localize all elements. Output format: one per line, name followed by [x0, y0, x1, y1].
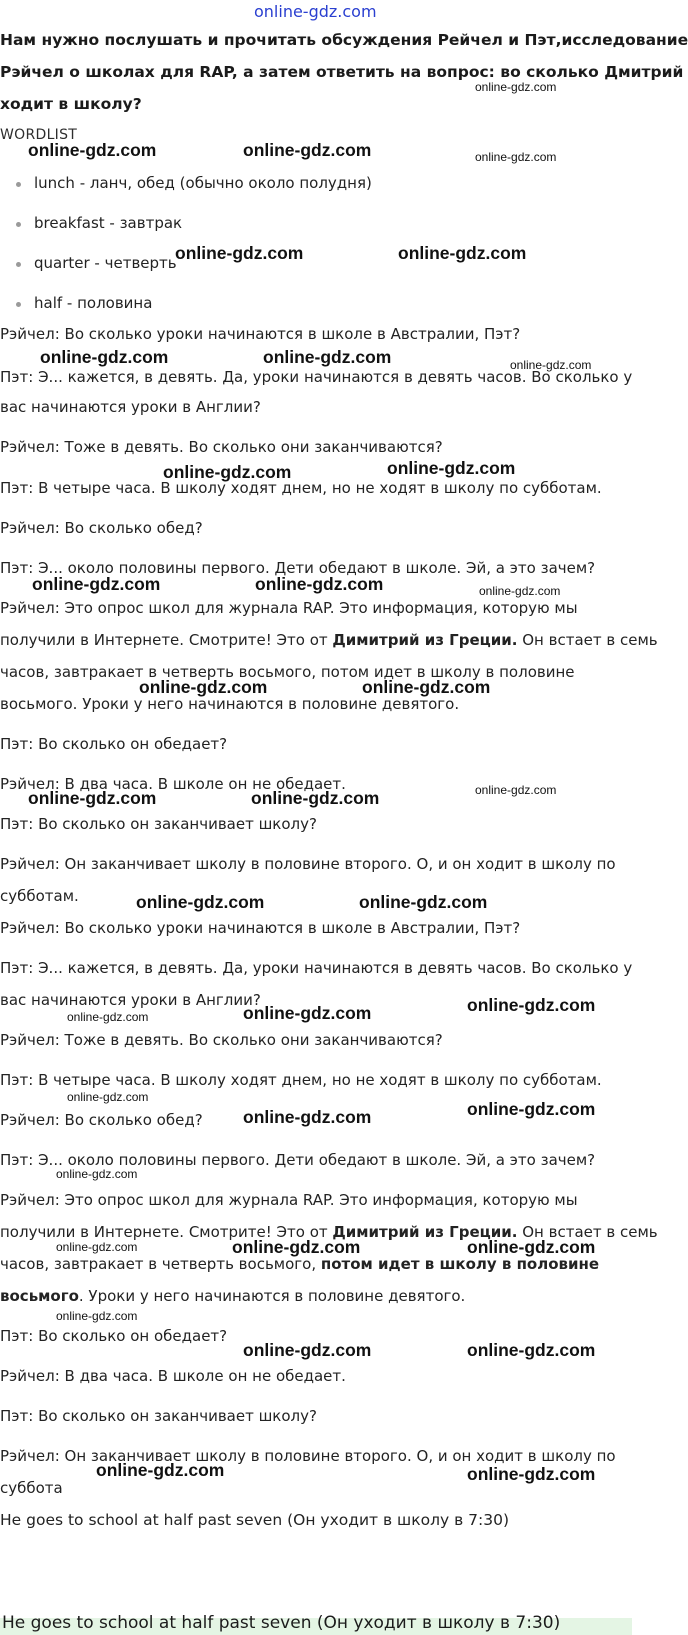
- watermark: online-gdz.com: [56, 1309, 138, 1323]
- watermark: online-gdz.com: [243, 1107, 372, 1127]
- wordlist-item: quarter - четверть: [0, 253, 624, 273]
- watermark: online-gdz.com: [362, 677, 491, 697]
- watermark: online-gdz.com: [510, 358, 592, 372]
- watermark: online-gdz.com: [243, 1340, 372, 1360]
- dialogue-line: Пэт: В четыре часа. В школу ходят днем, но не ходят в школу по субботам.: [0, 479, 602, 497]
- dialogue-text: . Уроки у него начинаются в половине девятого.: [78, 1287, 466, 1305]
- dialogue-line: Пэт: Э... около половины первого. Дети обедают в школе. Эй, а это зачем?: [0, 559, 596, 577]
- dmitriy-name: Димитрий из Греции.: [332, 1223, 518, 1241]
- watermark: online-gdz.com: [96, 1460, 225, 1480]
- dialogue-line: суббота: [0, 1479, 63, 1497]
- watermark: online-gdz.com: [475, 80, 557, 94]
- wordlist-item: breakfast - завтрак: [0, 213, 624, 233]
- dialogue-line: Рэйчел: Он заканчивает школу в половине второго. О, и он ходит в школу по: [0, 855, 616, 873]
- dialogue-line: [0, 1286, 624, 1306]
- header-watermark: online-gdz.com: [254, 2, 377, 21]
- dialogue-text: часов, завтракает в четверть восьмого,: [0, 1255, 321, 1273]
- dmitriy-name: Димитрий из Греции.: [332, 631, 518, 649]
- watermark: online-gdz.com: [56, 1240, 138, 1254]
- dialogue-line: Рэйчел: Во сколько уроки начинаются в школе в Австралии, Пэт?: [0, 325, 521, 343]
- dialogue-line: Пэт: Во сколько он заканчивает школу?: [0, 815, 317, 833]
- dialogue-text: получили в Интернете. Смотрите! Это от: [0, 1223, 333, 1241]
- watermark: online-gdz.com: [40, 347, 169, 367]
- question-line-1: Нам нужно послушать и прочитать обсуждения Рейчел и Пэт,исследование: [0, 31, 688, 49]
- watermark: online-gdz.com: [232, 1237, 361, 1257]
- dialogue-line: Рэйчел: Он заканчивает школу в половине второго. О, и он ходит в школу по: [0, 1447, 616, 1465]
- watermark: online-gdz.com: [243, 1003, 372, 1023]
- dialogue-line: восьмого. Уроки у него начинаются в половине девятого.: [0, 695, 460, 713]
- dialogue-text: получили в Интернете. Смотрите! Это от: [0, 631, 333, 649]
- watermark: online-gdz.com: [467, 995, 596, 1015]
- dialogue-line: субботам.: [0, 887, 79, 905]
- dialogue-line: Рэйчел: В два часа. В школе он не обедает.: [0, 775, 346, 793]
- dialogue-line: Пэт: Во сколько он обедает?: [0, 735, 228, 753]
- dialogue-line: Пэт: Во сколько он заканчивает школу?: [0, 1407, 317, 1425]
- answer-highlight-text: He goes to school at half past seven (Он уходит в школу в 7:30): [2, 1613, 561, 1633]
- dialogue-text: Он встает в семь: [517, 1223, 658, 1241]
- dialogue-line: Пэт: Во сколько он обедает?: [0, 1327, 228, 1345]
- wordlist-title: WORDLIST: [0, 127, 78, 143]
- dialogue-line: Пэт: Э... кажется, в девять. Да, уроки начинаются в девять часов. Во сколько у: [0, 368, 633, 386]
- answer-phrase: восьмого: [0, 1287, 79, 1305]
- dialogue-line: Рэйчел: Тоже в девять. Во сколько они заканчиваются?: [0, 1031, 443, 1049]
- watermark: online-gdz.com: [467, 1099, 596, 1119]
- watermark: online-gdz.com: [479, 584, 561, 598]
- watermark: online-gdz.com: [32, 574, 161, 594]
- watermark: online-gdz.com: [28, 788, 157, 808]
- dialogue-line: [0, 630, 658, 650]
- answer-text: He goes to school at half past seven (Он уходит в школу в 7:30): [0, 1511, 509, 1529]
- dialogue-text: Он встает в семь: [517, 631, 658, 649]
- question-line-3: ходит в школу?: [0, 95, 142, 113]
- dialogue-line: Рэйчел: Во сколько обед?: [0, 1111, 203, 1129]
- watermark: online-gdz.com: [56, 1167, 138, 1181]
- dialogue-line: Пэт: Э... кажется, в девять. Да, уроки начинаются в девять часов. Во сколько у: [0, 959, 633, 977]
- watermark: online-gdz.com: [387, 458, 516, 478]
- watermark: online-gdz.com: [467, 1237, 596, 1257]
- watermark: online-gdz.com: [475, 150, 557, 164]
- wordlist-item: half - половина: [0, 293, 624, 313]
- watermark: online-gdz.com: [263, 347, 392, 367]
- dialogue-line: Рэйчел: Это опрос школ для журнала RAP. Это информация, которую мы: [0, 599, 578, 617]
- dialogue-line: Рэйчел: Это опрос школ для журнала RAP. Это информация, которую мы: [0, 1191, 578, 1209]
- watermark: online-gdz.com: [398, 243, 527, 263]
- watermark: online-gdz.com: [243, 140, 372, 160]
- watermark: online-gdz.com: [475, 783, 557, 797]
- question-line-2: Рэйчел о школах для RAP, а затем ответить на вопрос: во сколько Дмитрий: [0, 63, 684, 81]
- watermark: online-gdz.com: [136, 892, 265, 912]
- watermark: online-gdz.com: [359, 892, 488, 912]
- watermark: online-gdz.com: [67, 1010, 149, 1024]
- dialogue-line: Рэйчел: Во сколько обед?: [0, 519, 203, 537]
- answer-highlight-box: [0, 1613, 632, 1635]
- watermark: online-gdz.com: [28, 140, 157, 160]
- wordlist-item: lunch - ланч, обед (обычно около полудня): [0, 173, 624, 193]
- dialogue-line: Рэйчел: Во сколько уроки начинаются в школе в Австралии, Пэт?: [0, 919, 521, 937]
- dialogue-line: Пэт: В четыре часа. В школу ходят днем, но не ходят в школу по субботам.: [0, 1071, 602, 1089]
- watermark: online-gdz.com: [467, 1340, 596, 1360]
- dialogue-line: вас начинаются уроки в Англии?: [0, 398, 261, 416]
- dialogue-line: Рэйчел: В два часа. В школе он не обедает.: [0, 1367, 346, 1385]
- dialogue-line: Рэйчел: Тоже в девять. Во сколько они заканчиваются?: [0, 438, 443, 456]
- watermark: online-gdz.com: [467, 1464, 596, 1484]
- dialogue-line: Пэт: Э... около половины первого. Дети обедают в школе. Эй, а это зачем?: [0, 1151, 596, 1169]
- dialogue-line: часов, завтракает в четверть восьмого, потом идет в школу в половине: [0, 663, 575, 681]
- watermark: online-gdz.com: [139, 677, 268, 697]
- watermark: online-gdz.com: [251, 788, 380, 808]
- answer-phrase: потом идет в школу в половине: [320, 1255, 600, 1273]
- watermark: online-gdz.com: [175, 243, 304, 263]
- watermark: online-gdz.com: [67, 1090, 149, 1104]
- watermark: online-gdz.com: [163, 462, 292, 482]
- dialogue-line: вас начинаются уроки в Англии?: [0, 991, 261, 1009]
- watermark: online-gdz.com: [255, 574, 384, 594]
